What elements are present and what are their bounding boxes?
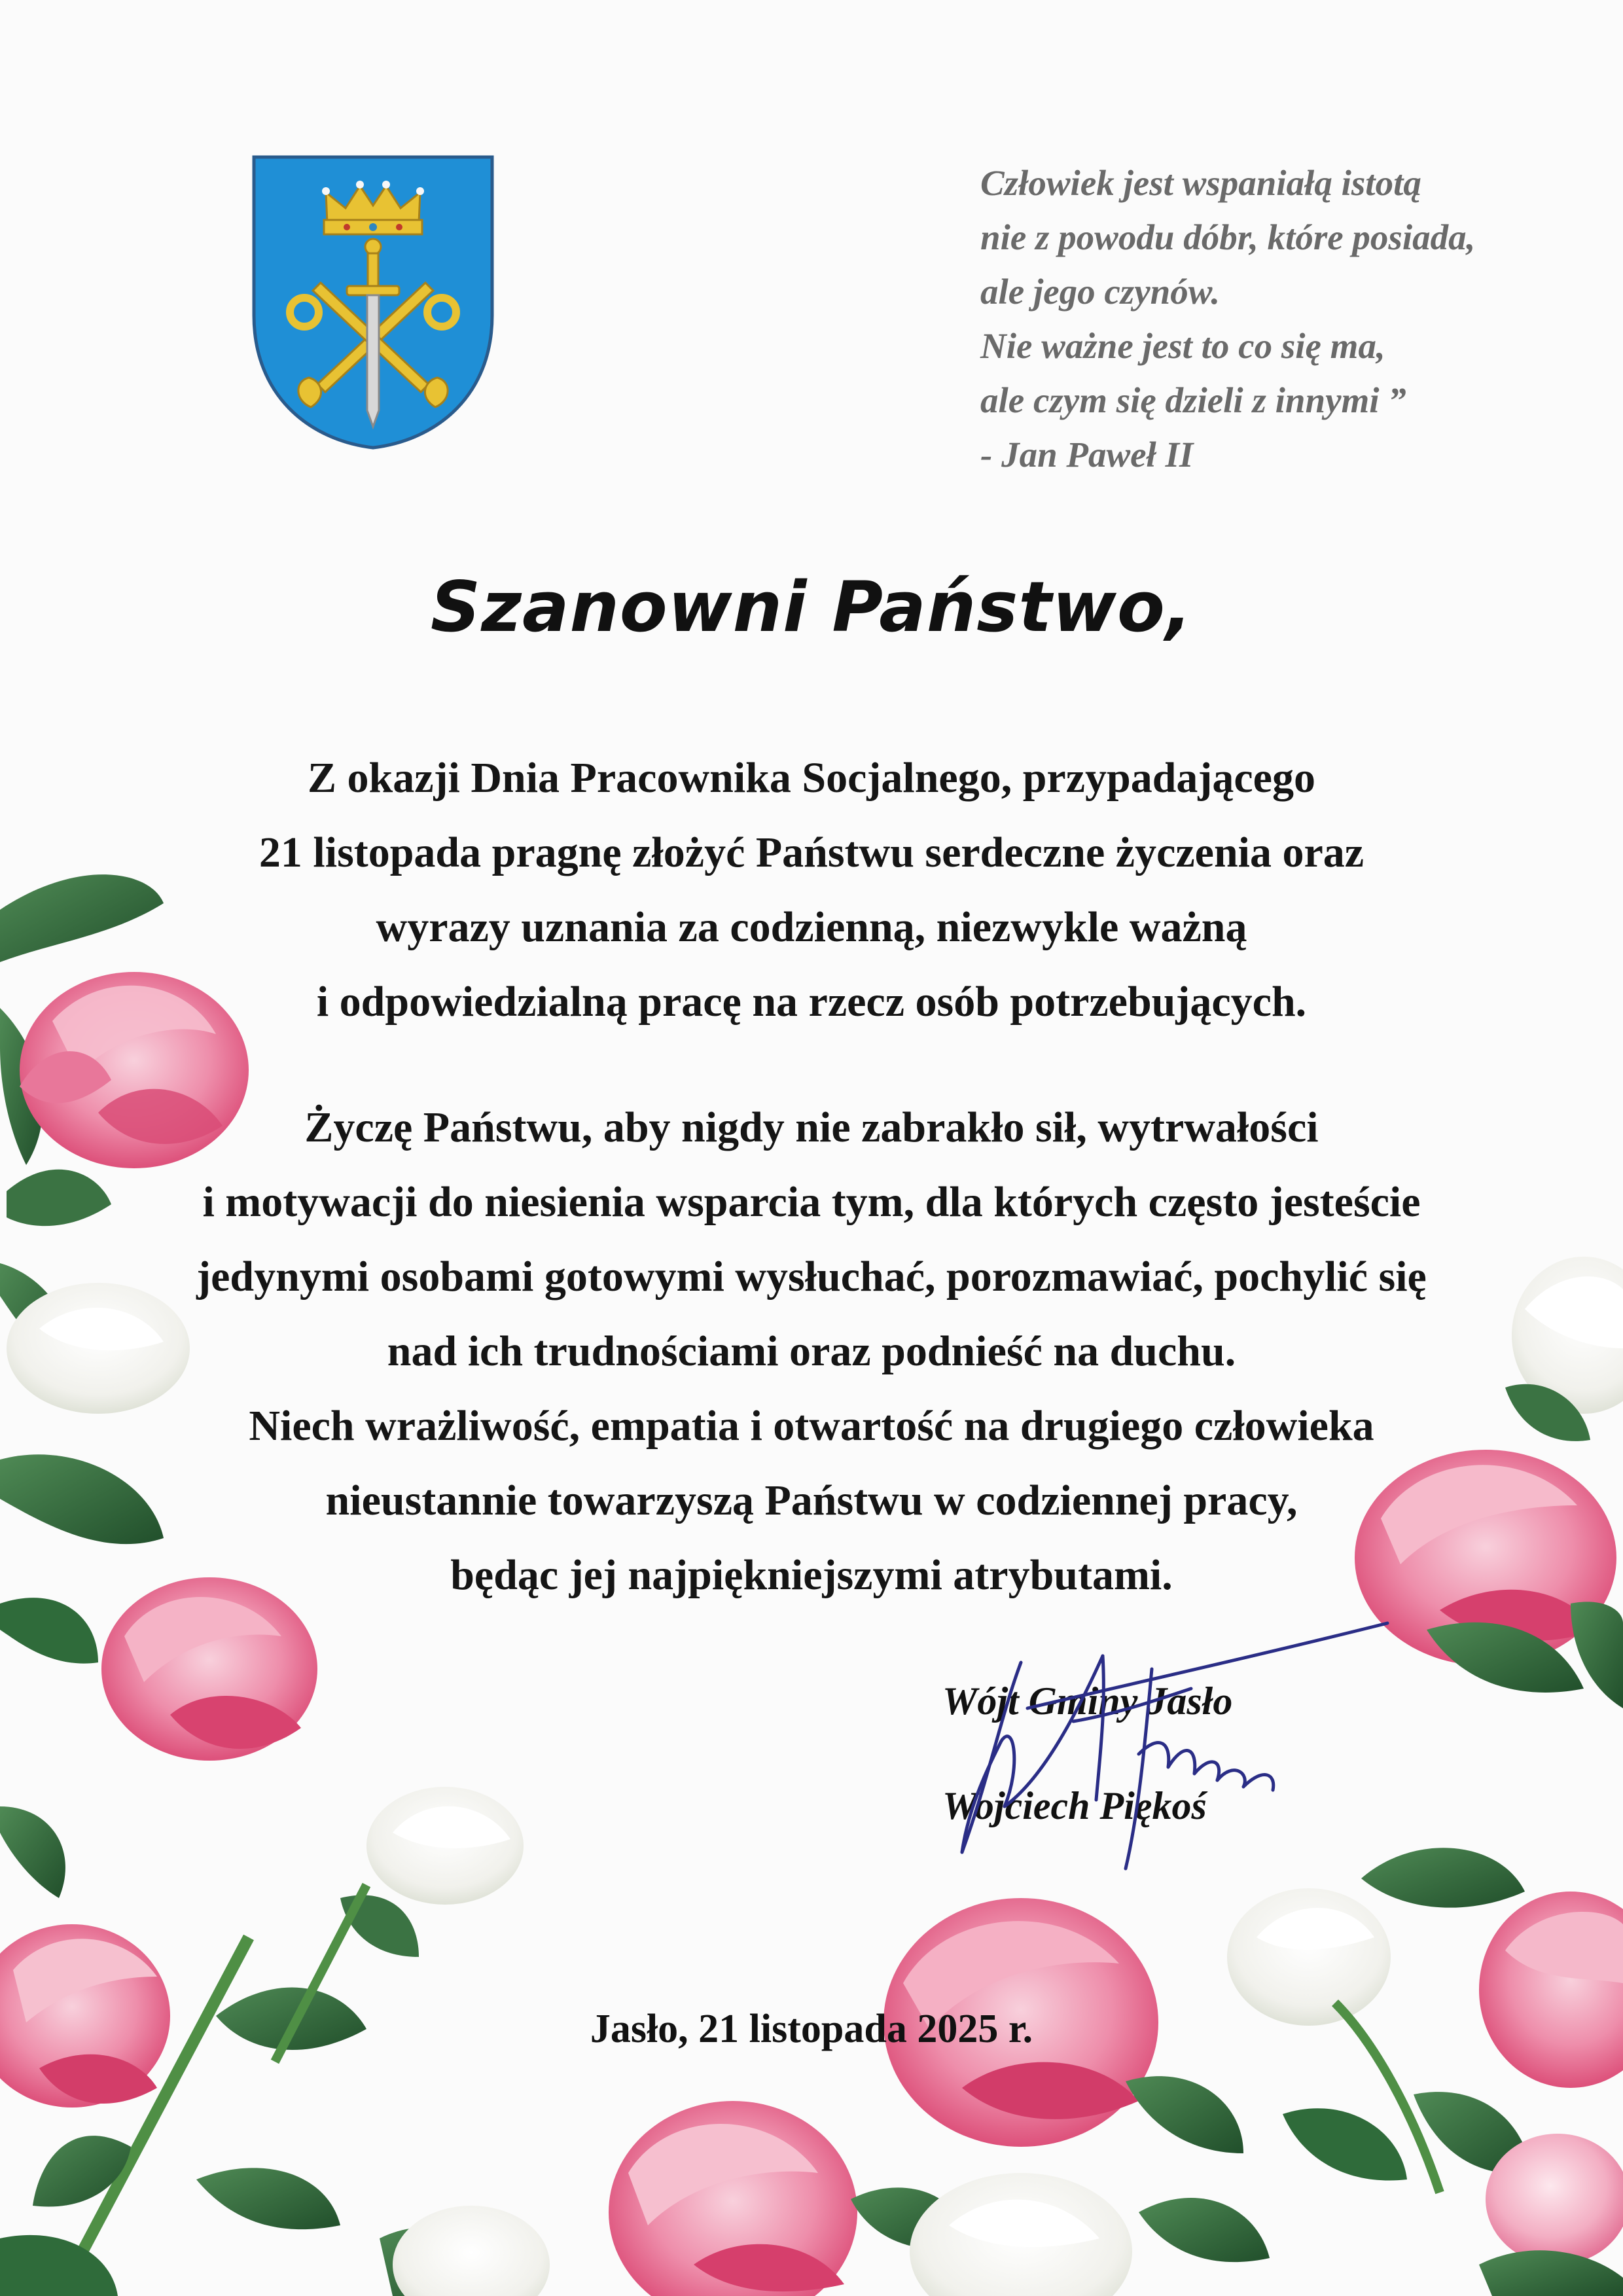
quote-author: - Jan Paweł II bbox=[980, 435, 1194, 475]
paragraph-line: i motywacji do niesienia wsparcia tym, dla których często jesteście bbox=[202, 1178, 1421, 1226]
paragraph-line: 21 listopada pragnę złożyć Państwu serdeczne życzenia oraz bbox=[259, 829, 1364, 876]
paragraph-line: i odpowiedzialną pracę na rzecz osób potrzebujących. bbox=[316, 978, 1307, 1026]
signature-icon bbox=[942, 1610, 1414, 1872]
wishes-paragraph bbox=[0, 1090, 1623, 1613]
paragraph-line: wyrazy uznania za codzienną, niezwykle ważną bbox=[376, 903, 1247, 951]
quote-line: ale jego czynów. bbox=[980, 272, 1221, 312]
coat-of-arms-icon bbox=[249, 152, 497, 453]
paragraph-line: nieustannie towarzyszą Państwu w codziennej pracy, bbox=[325, 1477, 1298, 1524]
quote-line: ale czym się dzieli z innymi ” bbox=[980, 380, 1406, 420]
paragraph-line: nad ich trudnościami oraz podnieść na duchu. bbox=[387, 1327, 1236, 1375]
signatory-name: Wojciech Piękoś bbox=[942, 1784, 1207, 1827]
quote-line: Nie ważne jest to co się ma, bbox=[980, 326, 1385, 366]
paragraph-line: Życzę Państwu, aby nigdy nie zabrakło sił, wytrwałości bbox=[304, 1103, 1319, 1151]
signatory-title: Wójt Gminy Jasło bbox=[942, 1679, 1233, 1723]
quote-line: nie z powodu dóbr, które posiada, bbox=[980, 217, 1476, 257]
bottom-roses bbox=[380, 1898, 1270, 2296]
salutation-heading: Szanowni Państwo, bbox=[430, 567, 1193, 647]
paragraph-line: Niech wrażliwość, empatia i otwartość na drugiego człowieka bbox=[249, 1402, 1374, 1450]
paragraph-line: Z okazji Dnia Pracownika Socjalnego, przypadającego bbox=[308, 754, 1315, 802]
paragraph-line: jedynymi osobami gotowymi wysłuchać, porozmawiać, pochylić się bbox=[196, 1253, 1427, 1300]
pope-quote bbox=[980, 156, 1596, 482]
date-line: Jasło, 21 listopada 2025 r. bbox=[590, 2007, 1033, 2051]
greeting-paragraph bbox=[0, 741, 1623, 1039]
quote-line: Człowiek jest wspaniałą istotą bbox=[980, 163, 1421, 203]
paragraph-line: będąc jej najpiękniejszymi atrybutami. bbox=[450, 1551, 1173, 1599]
